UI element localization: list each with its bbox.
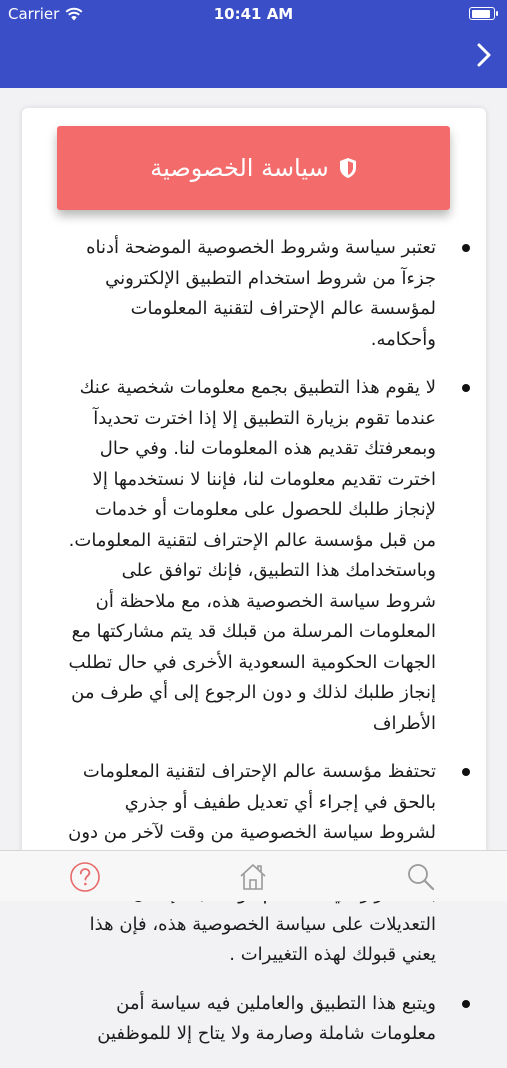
bullet-icon xyxy=(462,1000,470,1008)
paragraph-text: تعتبر سياسة وشروط الخصوصية الموضحة أدناه جزءآ من شروط استخدام التطبيق الإلكتروني لمؤسسة عالم الإحتراف لتقنية المعلومات وأحكامه. xyxy=(86,237,436,350)
content-card xyxy=(22,108,486,1044)
chevron-right-icon xyxy=(476,42,492,68)
shield-icon xyxy=(339,157,357,179)
tab-home[interactable] xyxy=(236,861,270,893)
help-icon xyxy=(69,861,101,893)
home-icon xyxy=(238,862,268,892)
tab-search[interactable] xyxy=(404,861,438,893)
list-item xyxy=(68,989,436,1050)
carrier-label: Carrier xyxy=(8,5,60,23)
list-item xyxy=(68,233,436,355)
battery-icon xyxy=(469,7,495,20)
paragraph-text: ويتبع هذا التطبيق والعاملين فيه سياسة أمن معلومات شاملة وصارمة ولا يتاح إلا للموظفين xyxy=(97,992,436,1044)
page-title: سياسة الخصوصية xyxy=(150,154,329,182)
paragraph-text: لا يقوم هذا التطبيق بجمع معلومات شخصية عنك عندما تقوم بزيارة التطبيق إلا إذا اخترت تحديدآ وبمعرفتك تقديم هذه المعلومات لنا. وفي حال اخترت تقديم معلومات لنا، فإننا لا نستخدمها إلا لإنجاز طلبك للحصول على معلومات أو خدمات من قبل مؤسسة عالم الإحتراف لتقنية المعلومات. وباستخدامك هذا التطبيق، فإنك توافق على شروط سياسة الخصوصية هذه، مع ملاحظة أن المعلومات المرسلة من قبلك قد يتم مشاركتها مع الجهات الحكومية السعودية الأخرى في حال تطلب إنجاز طلبك لذلك و دون الرجوع إلى أي طرف من الأطراف xyxy=(68,377,436,734)
list-item xyxy=(68,373,436,739)
tab-bar xyxy=(0,850,507,901)
bullet-icon xyxy=(462,384,470,392)
tab-help[interactable] xyxy=(68,861,102,893)
bullet-icon xyxy=(462,244,470,252)
policy-text-list xyxy=(22,233,486,1068)
nav-forward-button[interactable] xyxy=(471,38,497,72)
privacy-policy-title-button[interactable] xyxy=(57,126,450,210)
paragraph-text: تحتفظ مؤسسة عالم الإحتراف لتقنية المعلومات بالحق في إجراء أي تعديل طفيف أو جذري لشروط سياسة الخصوصية من وقت لآخر من دون التعديلات على سياسة الخصوصية هذه، فإن هذا يعني قبولك لهذه التغييرات . xyxy=(68,761,436,965)
search-icon xyxy=(406,862,436,892)
bullet-icon xyxy=(462,768,470,776)
status-bar xyxy=(0,0,507,30)
navigation-bar xyxy=(0,0,507,88)
status-time: 10:41 AM xyxy=(213,5,294,23)
